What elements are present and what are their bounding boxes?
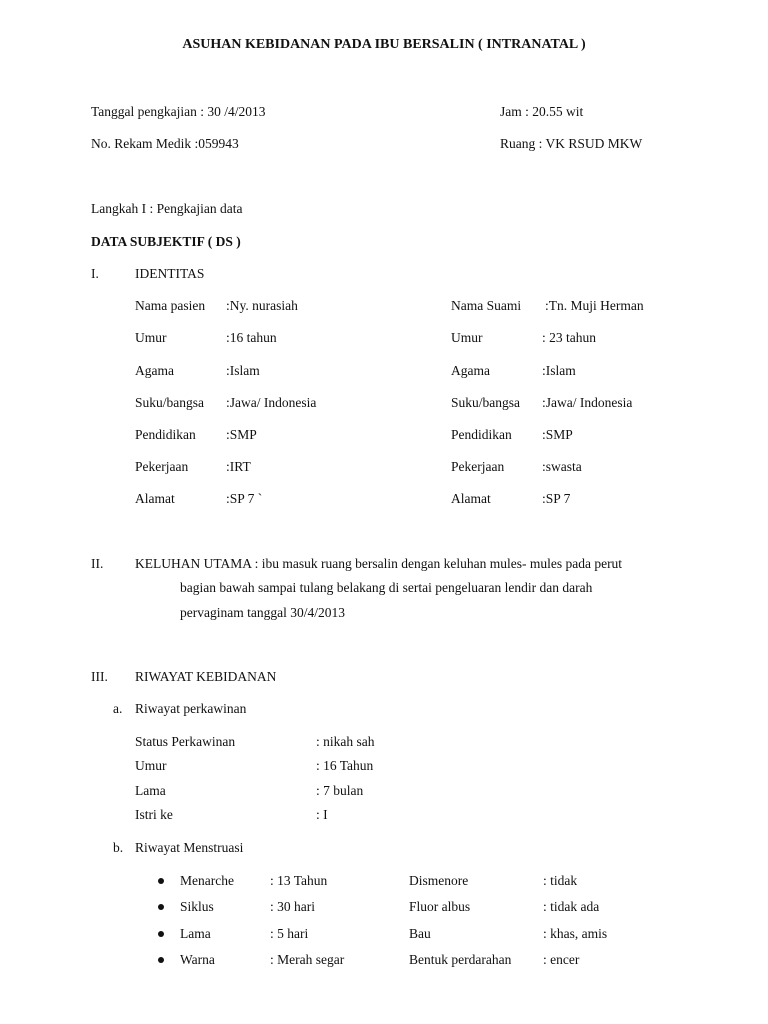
jam: Jam : 20.55 wit: [500, 104, 584, 119]
riwayat-title: RIWAYAT KEBIDANAN: [135, 669, 277, 684]
id-label-patient: Suku/bangsa: [135, 395, 204, 410]
id-label-patient: Umur: [135, 330, 167, 345]
keluhan-line-1: KELUHAN UTAMA : ibu masuk ruang bersalin dengan keluhan mules- mules pada perut: [135, 556, 623, 571]
id-value-patient: :16 tahun: [226, 330, 277, 345]
menstruasi-label: Siklus: [180, 899, 214, 914]
section-heading: DATA SUBJEKTIF ( DS ): [91, 234, 241, 249]
id-value-patient: :Jawa/ Indonesia: [226, 395, 317, 410]
document-title: ASUHAN KEBIDANAN PADA IBU BERSALIN ( INTRANATAL ): [182, 37, 586, 52]
id-label-husband: Pendidikan: [451, 427, 512, 442]
menstruasi-label: Lama: [180, 926, 211, 941]
id-label-patient: Agama: [135, 363, 174, 378]
ruang: Ruang : VK RSUD MKW: [500, 136, 643, 151]
menstruasi-value: : 5 hari: [270, 926, 309, 941]
menstruasi-label-right: Dismenore: [409, 873, 469, 888]
menstruasi-marker: b.: [113, 840, 124, 855]
perkawinan-label: Istri ke: [135, 807, 173, 822]
menstruasi-value-right: : tidak ada: [543, 899, 600, 914]
riwayat-number: III.: [91, 669, 108, 684]
perkawinan-label: Lama: [135, 783, 166, 798]
id-label-patient: Nama pasien: [135, 298, 206, 313]
menstruasi-value: : Merah segar: [270, 952, 345, 967]
id-value-patient: :SMP: [226, 427, 257, 442]
menstruasi-value-right: : encer: [543, 952, 580, 967]
id-value-husband: :swasta: [542, 459, 582, 474]
menstruasi-label: Warna: [180, 952, 215, 967]
id-value-husband: :SP 7: [542, 491, 571, 506]
bullet-icon: [158, 878, 164, 884]
perkawinan-value: : 7 bulan: [316, 783, 364, 798]
menstruasi-label-right: Bau: [409, 926, 431, 941]
menstruasi-value-right: : tidak: [543, 873, 578, 888]
id-label-patient: Alamat: [135, 491, 175, 506]
perkawinan-marker: a.: [113, 701, 123, 716]
bullet-icon: [158, 957, 164, 963]
menstruasi-value: : 30 hari: [270, 899, 315, 914]
langkah-label: Langkah I : Pengkajian data: [91, 201, 243, 216]
identitas-number: I.: [91, 266, 99, 281]
bullet-icon: [158, 931, 164, 937]
id-label-husband: Suku/bangsa: [451, 395, 520, 410]
id-label-husband: Agama: [451, 363, 490, 378]
menstruasi-label-right: Fluor albus: [409, 899, 471, 914]
id-value-husband: :Jawa/ Indonesia: [542, 395, 633, 410]
id-value-patient: :IRT: [226, 459, 251, 474]
id-value-patient: :Ny. nurasiah: [226, 298, 298, 313]
tanggal-pengkajian: Tanggal pengkajian : 30 /4/2013: [91, 104, 266, 119]
menstruasi-value: : 13 Tahun: [270, 873, 328, 888]
id-value-husband: : 23 tahun: [542, 330, 596, 345]
perkawinan-title: Riwayat perkawinan: [135, 701, 247, 716]
id-label-patient: Pekerjaan: [135, 459, 189, 474]
id-value-husband: :Islam: [542, 363, 576, 378]
id-label-husband: Nama Suami: [451, 298, 522, 313]
perkawinan-label: Status Perkawinan: [135, 734, 236, 749]
keluhan-line-3: pervaginam tanggal 30/4/2013: [180, 605, 345, 620]
rekam-medik: No. Rekam Medik :059943: [91, 136, 239, 151]
menstruasi-label-right: Bentuk perdarahan: [409, 952, 512, 967]
menstruasi-value-right: : khas, amis: [543, 926, 608, 941]
keluhan-number: II.: [91, 556, 104, 571]
id-value-patient: :SP 7 `: [226, 491, 263, 506]
id-value-husband: :SMP: [542, 427, 573, 442]
id-label-husband: Alamat: [451, 491, 491, 506]
keluhan-line-2: bagian bawah sampai tulang belakang di sertai pengeluaran lendir dan darah: [180, 580, 593, 595]
perkawinan-label: Umur: [135, 758, 167, 773]
id-value-patient: :Islam: [226, 363, 260, 378]
id-label-husband: Umur: [451, 330, 483, 345]
id-value-husband: :Tn. Muji Herman: [545, 298, 644, 313]
perkawinan-value: : nikah sah: [316, 734, 375, 749]
bullet-icon: [158, 904, 164, 910]
identitas-title: IDENTITAS: [135, 266, 205, 281]
id-label-husband: Pekerjaan: [451, 459, 505, 474]
menstruasi-title: Riwayat Menstruasi: [135, 840, 244, 855]
perkawinan-value: : I: [316, 807, 328, 822]
menstruasi-label: Menarche: [180, 873, 234, 888]
id-label-patient: Pendidikan: [135, 427, 196, 442]
perkawinan-value: : 16 Tahun: [316, 758, 374, 773]
